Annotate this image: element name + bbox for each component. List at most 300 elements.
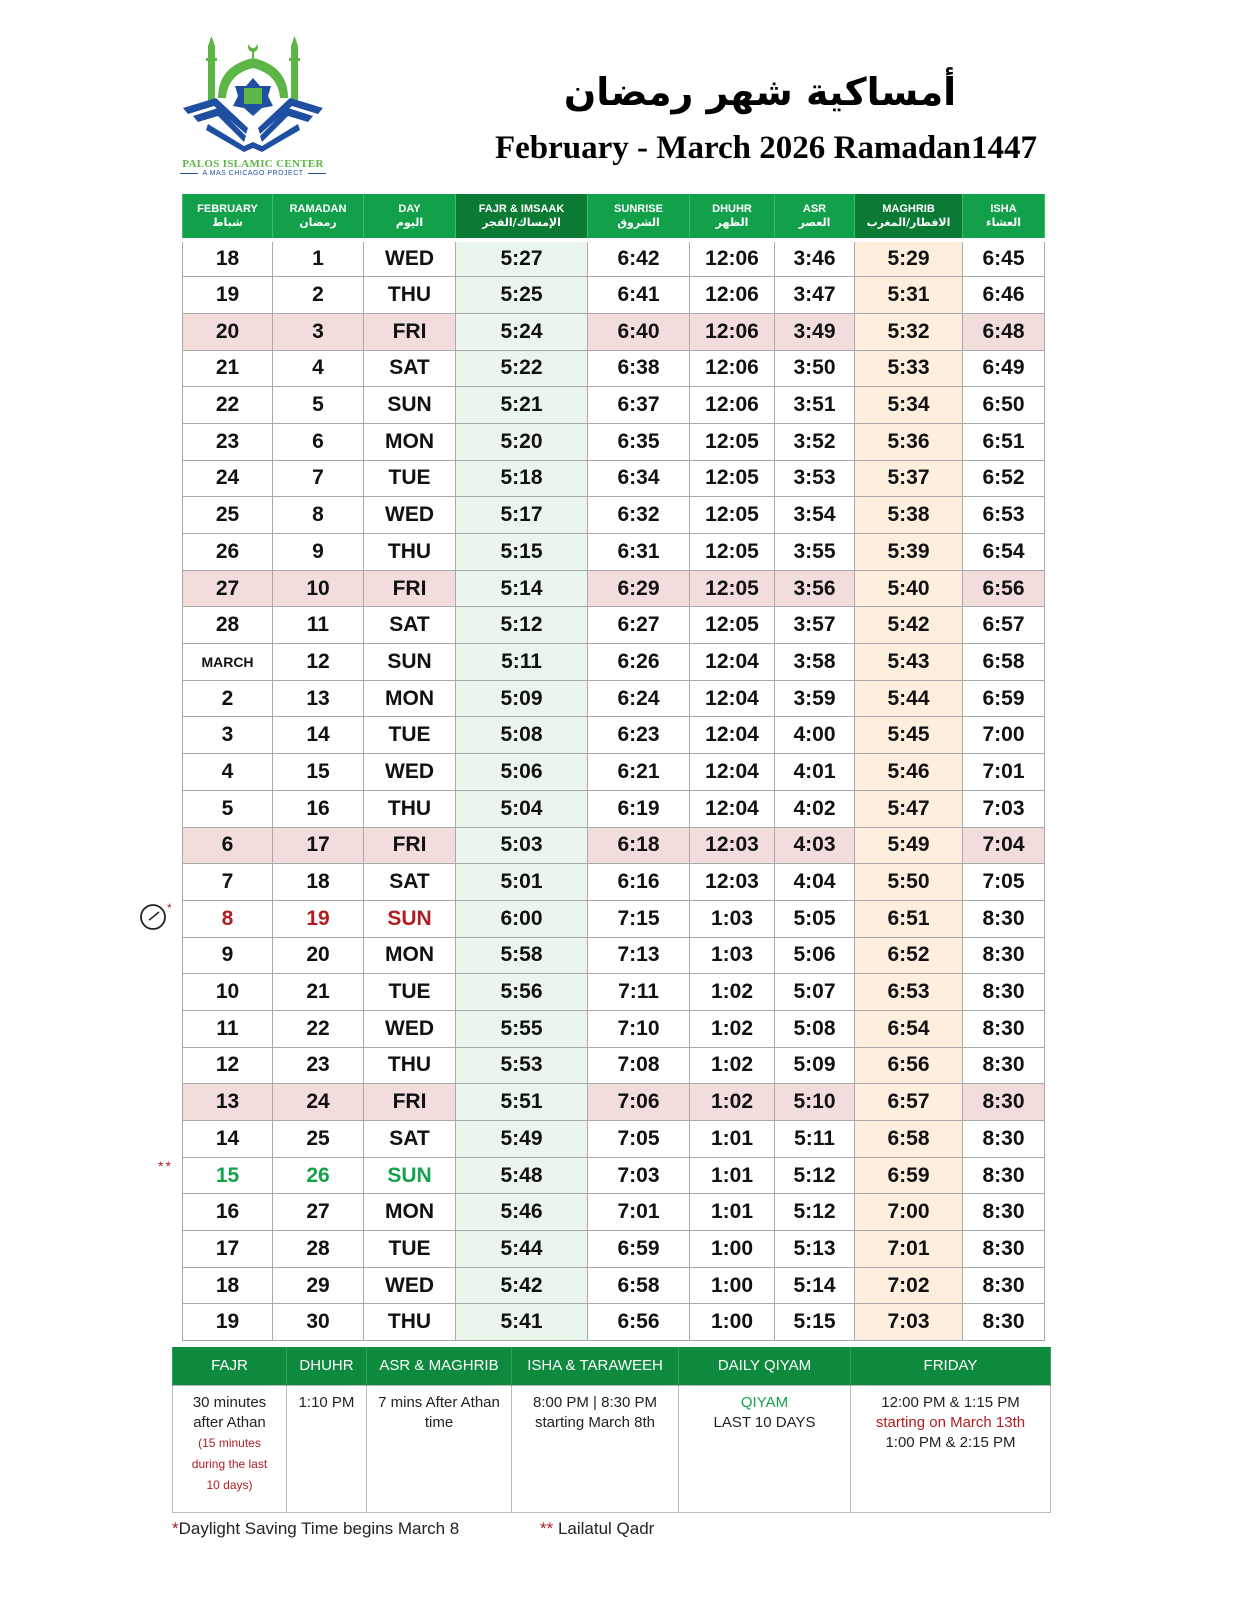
- header-asr: ASR العصر: [775, 194, 855, 240]
- cell-maghrib: 6:51: [855, 900, 963, 937]
- cell-sunrise: 7:10: [588, 1010, 690, 1047]
- table-row: [183, 607, 1045, 644]
- cell-day: THU: [364, 277, 456, 314]
- table-row: [183, 460, 1045, 497]
- cell-dhuhr: 12:06: [690, 313, 775, 350]
- cell-sunrise: 6:21: [588, 754, 690, 791]
- cell-asr: 3:53: [775, 460, 855, 497]
- cell-date: 9: [183, 937, 273, 974]
- cell-isha: 6:53: [963, 497, 1045, 534]
- header-sunrise: SUNRISE الشروق: [588, 194, 690, 240]
- cell-maghrib: 5:33: [855, 350, 963, 387]
- cell-maghrib: 5:45: [855, 717, 963, 754]
- page-title-arabic: أمساكية شهر رمضان: [563, 70, 957, 114]
- cell-isha: 6:50: [963, 387, 1045, 424]
- cell-isha: 7:05: [963, 864, 1045, 901]
- cell-isha: 8:30: [963, 1304, 1045, 1341]
- cell-date: 18: [183, 1267, 273, 1304]
- cell-asr: 3:52: [775, 423, 855, 460]
- cell-asr: 5:15: [775, 1304, 855, 1341]
- fajr-note: during the last: [191, 1456, 268, 1471]
- cell-sunrise: 6:16: [588, 864, 690, 901]
- friday-line: 12:00 PM & 1:15 PM: [881, 1393, 1020, 1411]
- cell-sunrise: 7:03: [588, 1157, 690, 1194]
- cell-fajr: 5:53: [456, 1047, 588, 1084]
- footnote-text: Lailatul Qadr: [553, 1519, 655, 1538]
- cell-maghrib: 7:01: [855, 1231, 963, 1268]
- table-row: [183, 350, 1045, 387]
- cell-dhuhr: 12:06: [690, 277, 775, 314]
- footnote-text: Daylight Saving Time begins March 8: [178, 1519, 460, 1538]
- cell-fajr: 5:42: [456, 1267, 588, 1304]
- cell-dhuhr: 1:02: [690, 974, 775, 1011]
- cell-fajr: 5:17: [456, 497, 588, 534]
- cell-dhuhr: 12:03: [690, 864, 775, 901]
- table-row: [183, 240, 1045, 277]
- table-row: [183, 1304, 1045, 1341]
- cell-asr: 4:02: [775, 790, 855, 827]
- cell-maghrib: 6:52: [855, 937, 963, 974]
- fajr-note: (15 minutes: [198, 1435, 261, 1450]
- cell-maghrib: 5:43: [855, 644, 963, 681]
- cell-day: WED: [364, 1010, 456, 1047]
- cell-sunrise: 6:23: [588, 717, 690, 754]
- header-isha: ISHA العشاء: [963, 194, 1045, 240]
- cell-isha: 6:54: [963, 534, 1045, 571]
- cell-maghrib: 5:46: [855, 754, 963, 791]
- cell-isha: 7:03: [963, 790, 1045, 827]
- cell-ramadan: 24: [273, 1084, 364, 1121]
- cell-asr: 5:13: [775, 1231, 855, 1268]
- cell-sunrise: 6:26: [588, 644, 690, 681]
- mosque-logo-icon: [178, 36, 328, 156]
- cell-date: 2: [183, 680, 273, 717]
- cell-sunrise: 6:38: [588, 350, 690, 387]
- cell-maghrib: 5:42: [855, 607, 963, 644]
- cell-dhuhr: 12:05: [690, 497, 775, 534]
- cell-fajr: 5:56: [456, 974, 588, 1011]
- cell-ramadan: 9: [273, 534, 364, 571]
- cell-asr: 5:10: [775, 1084, 855, 1121]
- cell-ramadan: 30: [273, 1304, 364, 1341]
- table-row: [183, 423, 1045, 460]
- cell-asr: 3:59: [775, 680, 855, 717]
- cell-isha: 8:30: [963, 1267, 1045, 1304]
- cell-sunrise: 6:29: [588, 570, 690, 607]
- cell-ramadan: 4: [273, 350, 364, 387]
- cell-sunrise: 7:13: [588, 937, 690, 974]
- table-row: [183, 1010, 1045, 1047]
- cell-isha: 8:30: [963, 1047, 1045, 1084]
- qadr-footnote: [540, 1519, 654, 1539]
- cell-isha: 6:49: [963, 350, 1045, 387]
- qiyam-line: LAST 10 DAYS: [713, 1413, 816, 1431]
- table-row: [183, 717, 1045, 754]
- schedule-isha-taraweeh-cell: [512, 1385, 679, 1512]
- cell-sunrise: 7:06: [588, 1084, 690, 1121]
- table-row: [183, 570, 1045, 607]
- cell-day: SAT: [364, 1121, 456, 1158]
- cell-sunrise: 6:19: [588, 790, 690, 827]
- cell-sunrise: 6:34: [588, 460, 690, 497]
- cell-isha: 8:30: [963, 974, 1045, 1011]
- header-day: DAY اليوم: [364, 194, 456, 240]
- cell-asr: 5:12: [775, 1157, 855, 1194]
- cell-dhuhr: 1:01: [690, 1121, 775, 1158]
- cell-isha: 8:30: [963, 1121, 1045, 1158]
- cell-isha: 7:01: [963, 754, 1045, 791]
- cell-fajr: 5:12: [456, 607, 588, 644]
- cell-date: 3: [183, 717, 273, 754]
- cell-date: 16: [183, 1194, 273, 1231]
- cell-isha: 8:30: [963, 937, 1045, 974]
- cell-isha: 6:58: [963, 644, 1045, 681]
- cell-asr: 4:04: [775, 864, 855, 901]
- cell-ramadan: 1: [273, 240, 364, 277]
- cell-fajr: 5:06: [456, 754, 588, 791]
- cell-dhuhr: 1:02: [690, 1084, 775, 1121]
- table-row: [183, 1047, 1045, 1084]
- cell-date: 23: [183, 423, 273, 460]
- cell-date: 10: [183, 974, 273, 1011]
- cell-maghrib: 6:54: [855, 1010, 963, 1047]
- palos-islamic-center-logo: [178, 36, 328, 186]
- cell-fajr: 5:04: [456, 790, 588, 827]
- schedule-header-daily-qiyam: DAILY QIYAM: [679, 1347, 851, 1385]
- cell-sunrise: 6:18: [588, 827, 690, 864]
- cell-dhuhr: 12:05: [690, 570, 775, 607]
- cell-fajr: 5:44: [456, 1231, 588, 1268]
- header-date: FEBRUARY شباط: [183, 194, 273, 240]
- cell-day: THU: [364, 1047, 456, 1084]
- cell-maghrib: 6:56: [855, 1047, 963, 1084]
- cell-day: MON: [364, 680, 456, 717]
- cell-fajr: 5:25: [456, 277, 588, 314]
- cell-date: 28: [183, 607, 273, 644]
- cell-maghrib: 5:29: [855, 240, 963, 277]
- table-row: [183, 1084, 1045, 1121]
- cell-day: MON: [364, 423, 456, 460]
- logo-name: PALOS ISLAMIC CENTER: [182, 158, 324, 170]
- cell-maghrib: 5:50: [855, 864, 963, 901]
- header-dhuhr: DHUHR الظهر: [690, 194, 775, 240]
- header-maghrib: MAGHRIB الافطار/المغرب: [855, 194, 963, 240]
- cell-ramadan: 5: [273, 387, 364, 424]
- table-row: [183, 974, 1045, 1011]
- cell-asr: 3:55: [775, 534, 855, 571]
- cell-fajr: 6:00: [456, 900, 588, 937]
- cell-isha: 8:30: [963, 1231, 1045, 1268]
- cell-dhuhr: 1:00: [690, 1267, 775, 1304]
- cell-day: FRI: [364, 313, 456, 350]
- cell-isha: 8:30: [963, 1084, 1045, 1121]
- table-row: [183, 680, 1045, 717]
- cell-fajr: 5:11: [456, 644, 588, 681]
- cell-isha: 6:56: [963, 570, 1045, 607]
- schedule-fajr-cell: [173, 1385, 287, 1512]
- cell-date: 15: [183, 1157, 273, 1194]
- cell-dhuhr: 1:02: [690, 1010, 775, 1047]
- cell-day: SUN: [364, 900, 456, 937]
- cell-ramadan: 11: [273, 607, 364, 644]
- cell-asr: 3:46: [775, 240, 855, 277]
- fajr-note: 10 days): [206, 1477, 253, 1492]
- cell-sunrise: 6:32: [588, 497, 690, 534]
- cell-fajr: 5:41: [456, 1304, 588, 1341]
- cell-asr: 5:06: [775, 937, 855, 974]
- cell-sunrise: 6:27: [588, 607, 690, 644]
- table-row: [183, 277, 1045, 314]
- asr-maghrib-line: 7 mins After Athan: [378, 1393, 500, 1411]
- cell-day: MON: [364, 1194, 456, 1231]
- cell-day: THU: [364, 1304, 456, 1341]
- prayer-schedule-table: [172, 1347, 1051, 1513]
- cell-date: 21: [183, 350, 273, 387]
- cell-ramadan: 2: [273, 277, 364, 314]
- fajr-line: after Athan: [193, 1413, 266, 1431]
- cell-dhuhr: 1:00: [690, 1231, 775, 1268]
- cell-dhuhr: 12:05: [690, 607, 775, 644]
- cell-ramadan: 26: [273, 1157, 364, 1194]
- dst-marker: [138, 902, 178, 932]
- cell-sunrise: 7:11: [588, 974, 690, 1011]
- cell-ramadan: 10: [273, 570, 364, 607]
- footnote-star: **: [540, 1519, 554, 1538]
- schedule-header-fajr: FAJR: [173, 1347, 287, 1385]
- cell-asr: 3:57: [775, 607, 855, 644]
- cell-date: 19: [183, 277, 273, 314]
- cell-date: 19: [183, 1304, 273, 1341]
- friday-line: 1:00 PM & 2:15 PM: [885, 1433, 1016, 1451]
- isha-taraweeh-line: 8:00 PM | 8:30 PM: [533, 1393, 657, 1411]
- schedule-friday-cell: [851, 1385, 1051, 1512]
- cell-dhuhr: 12:06: [690, 350, 775, 387]
- cell-dhuhr: 12:04: [690, 790, 775, 827]
- cell-day: WED: [364, 240, 456, 277]
- cell-maghrib: 7:00: [855, 1194, 963, 1231]
- cell-isha: 6:46: [963, 277, 1045, 314]
- cell-isha: 6:45: [963, 240, 1045, 277]
- cell-maghrib: 7:03: [855, 1304, 963, 1341]
- cell-ramadan: 7: [273, 460, 364, 497]
- cell-day: SUN: [364, 644, 456, 681]
- table-row: [183, 497, 1045, 534]
- cell-dhuhr: 12:05: [690, 423, 775, 460]
- cell-day: SUN: [364, 1157, 456, 1194]
- divider: [308, 173, 326, 174]
- cell-fajr: 5:09: [456, 680, 588, 717]
- cell-sunrise: 6:59: [588, 1231, 690, 1268]
- cell-day: TUE: [364, 1231, 456, 1268]
- cell-ramadan: 12: [273, 644, 364, 681]
- dst-footnote: [172, 1519, 459, 1539]
- table-row: [183, 790, 1045, 827]
- cell-asr: 3:49: [775, 313, 855, 350]
- table-row: [183, 827, 1045, 864]
- cell-fajr: 5:22: [456, 350, 588, 387]
- cell-maghrib: 5:44: [855, 680, 963, 717]
- cell-date: 18: [183, 240, 273, 277]
- cell-maghrib: 5:49: [855, 827, 963, 864]
- cell-date: 12: [183, 1047, 273, 1084]
- cell-asr: 3:54: [775, 497, 855, 534]
- cell-dhuhr: 12:04: [690, 680, 775, 717]
- cell-day: WED: [364, 754, 456, 791]
- cell-isha: 8:30: [963, 1157, 1045, 1194]
- cell-date: 6: [183, 827, 273, 864]
- cell-date: 11: [183, 1010, 273, 1047]
- cell-sunrise: 6:56: [588, 1304, 690, 1341]
- cell-maghrib: 6:59: [855, 1157, 963, 1194]
- cell-date: 27: [183, 570, 273, 607]
- cell-fajr: 5:49: [456, 1121, 588, 1158]
- cell-ramadan: 17: [273, 827, 364, 864]
- cell-fajr: 5:24: [456, 313, 588, 350]
- cell-isha: 6:48: [963, 313, 1045, 350]
- cell-day: SAT: [364, 350, 456, 387]
- cell-ramadan: 15: [273, 754, 364, 791]
- cell-asr: 5:12: [775, 1194, 855, 1231]
- cell-maghrib: 5:32: [855, 313, 963, 350]
- cell-dhuhr: 12:04: [690, 717, 775, 754]
- cell-day: MON: [364, 937, 456, 974]
- cell-date: 22: [183, 387, 273, 424]
- cell-day: WED: [364, 497, 456, 534]
- cell-maghrib: 5:40: [855, 570, 963, 607]
- cell-dhuhr: 1:01: [690, 1194, 775, 1231]
- svg-text:*: *: [167, 902, 172, 915]
- cell-fajr: 5:01: [456, 864, 588, 901]
- cell-isha: 7:00: [963, 717, 1045, 754]
- cell-ramadan: 16: [273, 790, 364, 827]
- schedule-qiyam-cell: [679, 1385, 851, 1512]
- lailatul-qadr-marker: **: [158, 1158, 173, 1174]
- table-row: [183, 754, 1045, 791]
- cell-maghrib: 5:38: [855, 497, 963, 534]
- fajr-line: 30 minutes: [192, 1393, 267, 1411]
- cell-asr: 5:11: [775, 1121, 855, 1158]
- cell-date: 4: [183, 754, 273, 791]
- cell-sunrise: 6:24: [588, 680, 690, 717]
- cell-isha: 6:57: [963, 607, 1045, 644]
- cell-date: 13: [183, 1084, 273, 1121]
- prayer-times-body: [183, 240, 1045, 1341]
- cell-ramadan: 28: [273, 1231, 364, 1268]
- cell-dhuhr: 1:02: [690, 1047, 775, 1084]
- cell-maghrib: 5:31: [855, 277, 963, 314]
- cell-sunrise: 6:40: [588, 313, 690, 350]
- cell-dhuhr: 12:04: [690, 754, 775, 791]
- cell-ramadan: 25: [273, 1121, 364, 1158]
- schedule-header-isha-taraweeh: ISHA & TARAWEEH: [512, 1347, 679, 1385]
- asr-maghrib-line: time: [424, 1413, 454, 1431]
- schedule-header-dhuhr: DHUHR: [287, 1347, 367, 1385]
- cell-sunrise: 6:37: [588, 387, 690, 424]
- cell-sunrise: 7:15: [588, 900, 690, 937]
- table-row: [183, 534, 1045, 571]
- cell-day: THU: [364, 534, 456, 571]
- cell-sunrise: 6:35: [588, 423, 690, 460]
- cell-isha: 6:51: [963, 423, 1045, 460]
- cell-sunrise: 6:42: [588, 240, 690, 277]
- friday-note: starting on March 13th: [875, 1413, 1026, 1431]
- cell-asr: 5:05: [775, 900, 855, 937]
- cell-fajr: 5:18: [456, 460, 588, 497]
- cell-maghrib: 5:34: [855, 387, 963, 424]
- cell-ramadan: 29: [273, 1267, 364, 1304]
- cell-ramadan: 21: [273, 974, 364, 1011]
- cell-ramadan: 14: [273, 717, 364, 754]
- divider: [180, 173, 198, 174]
- cell-asr: 3:47: [775, 277, 855, 314]
- cell-asr: 5:09: [775, 1047, 855, 1084]
- cell-ramadan: 6: [273, 423, 364, 460]
- cell-fajr: 5:20: [456, 423, 588, 460]
- table-row: [183, 900, 1045, 937]
- cell-day: FRI: [364, 827, 456, 864]
- schedule-header-asr-maghrib: ASR & MAGHRIB: [367, 1347, 512, 1385]
- cell-ramadan: 8: [273, 497, 364, 534]
- clock-icon: [138, 902, 178, 932]
- table-row: [183, 1121, 1045, 1158]
- cell-fajr: 5:55: [456, 1010, 588, 1047]
- cell-sunrise: 7:01: [588, 1194, 690, 1231]
- cell-asr: 5:07: [775, 974, 855, 1011]
- cell-date: 20: [183, 313, 273, 350]
- cell-maghrib: 7:02: [855, 1267, 963, 1304]
- cell-dhuhr: 12:06: [690, 387, 775, 424]
- cell-asr: 4:03: [775, 827, 855, 864]
- footnote-star: *: [172, 1519, 179, 1538]
- cell-fajr: 5:58: [456, 937, 588, 974]
- table-row: [183, 937, 1045, 974]
- cell-day: THU: [364, 790, 456, 827]
- cell-isha: 6:52: [963, 460, 1045, 497]
- logo-subtitle: [178, 170, 328, 177]
- cell-isha: 6:59: [963, 680, 1045, 717]
- cell-sunrise: 7:08: [588, 1047, 690, 1084]
- cell-day: TUE: [364, 460, 456, 497]
- cell-ramadan: 20: [273, 937, 364, 974]
- table-row: [183, 1157, 1045, 1194]
- cell-day: TUE: [364, 717, 456, 754]
- cell-day: SAT: [364, 607, 456, 644]
- cell-fajr: 5:21: [456, 387, 588, 424]
- cell-dhuhr: 1:03: [690, 900, 775, 937]
- cell-dhuhr: 12:05: [690, 534, 775, 571]
- cell-fajr: 5:08: [456, 717, 588, 754]
- schedule-asr-maghrib-cell: [367, 1385, 512, 1512]
- cell-isha: 7:04: [963, 827, 1045, 864]
- cell-fajr: 5:03: [456, 827, 588, 864]
- table-row: [183, 1194, 1045, 1231]
- schedule-dhuhr-cell: [287, 1385, 367, 1512]
- cell-date: 14: [183, 1121, 273, 1158]
- qiyam-label: QIYAM: [740, 1393, 789, 1411]
- logo-subtitle-text: A MAS CHICAGO PROJECT: [202, 170, 304, 177]
- cell-sunrise: 6:41: [588, 277, 690, 314]
- cell-date: 5: [183, 790, 273, 827]
- cell-asr: 5:08: [775, 1010, 855, 1047]
- cell-ramadan: 19: [273, 900, 364, 937]
- cell-ramadan: 23: [273, 1047, 364, 1084]
- table-row: [183, 313, 1045, 350]
- cell-day: FRI: [364, 1084, 456, 1121]
- cell-day: SUN: [364, 387, 456, 424]
- cell-maghrib: 6:57: [855, 1084, 963, 1121]
- cell-date: 8: [183, 900, 273, 937]
- dhuhr-time: 1:10 PM: [298, 1393, 355, 1411]
